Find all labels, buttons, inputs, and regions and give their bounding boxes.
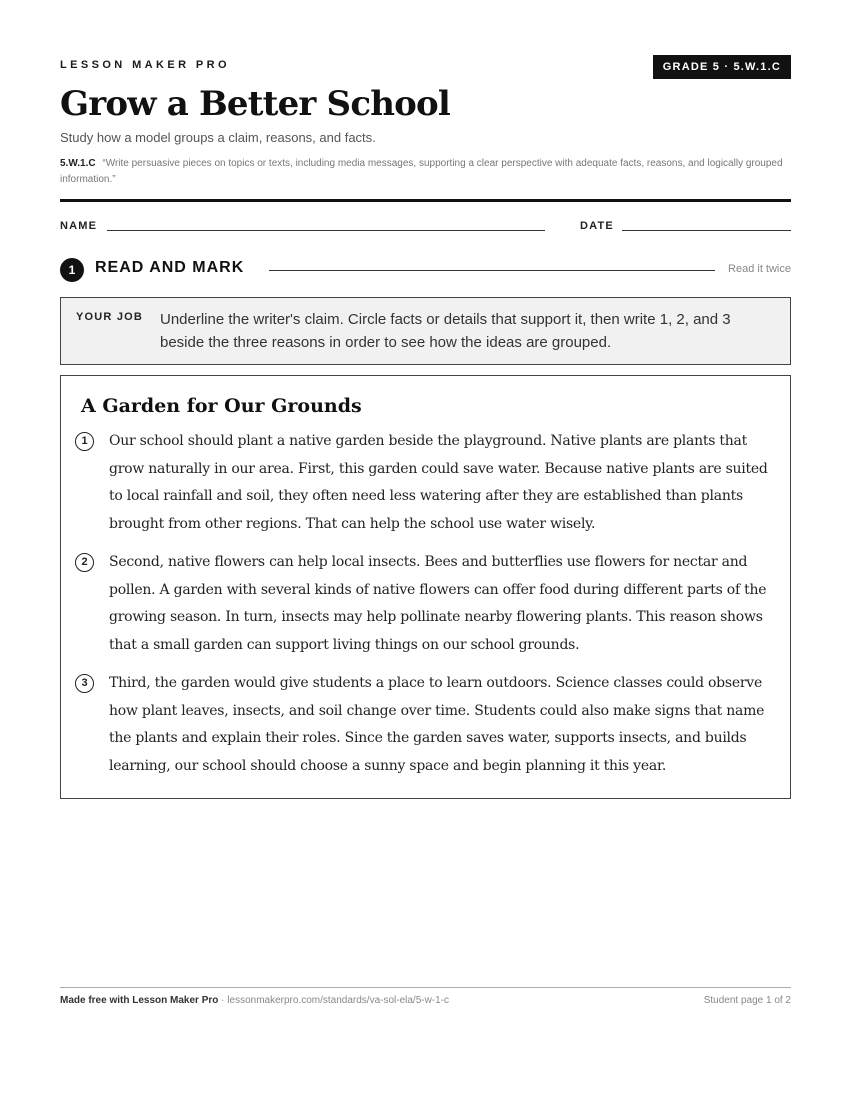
standard-text: “Write persuasive pieces on topics or texts, including media messages, supporting a clear perspective with adequate facts, reasons, and logically grouped information.” (60, 158, 783, 185)
footer-separator: · (218, 995, 228, 1006)
passage-box (60, 375, 791, 799)
paragraph-number-badge: 1 (75, 432, 94, 451)
paragraph-number-badge: 2 (75, 553, 94, 572)
footer-credit (60, 995, 449, 1006)
brand-name: LESSON MAKER PRO (60, 59, 230, 71)
page-subtitle: Study how a model groups a claim, reasons, and facts. (60, 130, 376, 145)
footer-page-info: Student page 1 of 2 (703, 995, 791, 1006)
paragraph-number-badge: 3 (75, 674, 94, 693)
footer-made-with: Made free with Lesson Maker Pro (60, 995, 219, 1006)
standard-code: 5.W.1.C (60, 158, 96, 169)
section-rule (269, 270, 715, 271)
passage-title: A Garden for Our Grounds (81, 395, 362, 417)
name-label: NAME (60, 220, 98, 232)
paragraph-text: Second, native flowers can help local insects. Bees and butterflies use flowers for nectar and pollen. A garden with several kinds of native flowers can offer food during different parts of the growing season. In turn, insects may help pollinate nearby flowering plants. This reason shows that a small garden can support living things on our school grounds. (109, 554, 767, 653)
your-job-label: YOUR JOB (76, 311, 144, 323)
section-heading (60, 258, 791, 282)
name-field[interactable] (107, 230, 545, 231)
header-divider (60, 199, 791, 202)
top-row (60, 55, 791, 81)
worksheet-page (60, 0, 791, 1100)
paragraph-text: Our school should plant a native garden beside the playground. Native plants are plants that grow naturally in our area. First, this garden could save water. Because native plants are suited to local rainfall and soil, they often need less watering after they are established than plants brought from other regions. That can help the school use water wisely. (109, 433, 768, 532)
footer-url[interactable]: lessonmakerpro.com/standards/va-sol-ela/5-w-1-c (227, 995, 450, 1006)
section-note: Read it twice (728, 263, 791, 275)
your-job-instructions: Underline the writer's claim. Circle facts or details that support it, then write 1, 2, and 3 beside the three reasons in order to see how the ideas are grouped. (160, 311, 731, 351)
footer-divider (60, 987, 791, 988)
date-label: DATE (580, 220, 614, 232)
your-job-box (60, 297, 791, 365)
section-number-badge: 1 (60, 258, 84, 282)
section-title: READ AND MARK (95, 259, 245, 276)
page-title: Grow a Better School (60, 84, 451, 124)
standard-statement (60, 156, 791, 188)
date-field[interactable] (622, 230, 791, 231)
grade-badge: GRADE 5 · 5.W.1.C (653, 55, 791, 79)
name-date-row (60, 219, 791, 235)
paragraph-text: Third, the garden would give students a place to learn outdoors. Science classes could observe how plant leaves, insects, and soil change over time. Students could also make signs that name the plants and explain their roles. Since the garden saves water, supports insects, and builds learning, our school should choose a sunny space and begin planning it this year. (109, 675, 765, 774)
